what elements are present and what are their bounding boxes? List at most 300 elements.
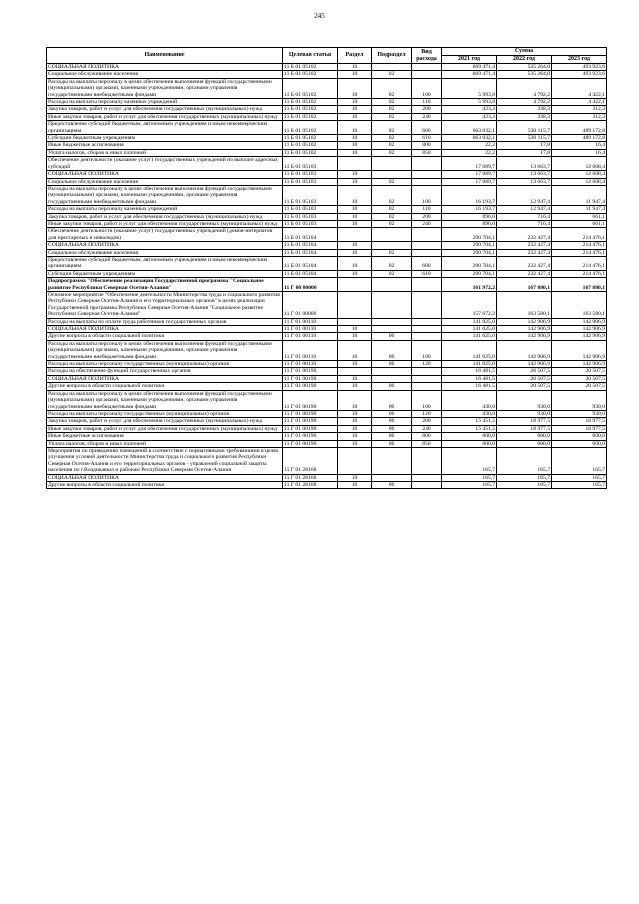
code-cell: 11 Б 01 05103 [283, 157, 338, 171]
sum-2023-cell: 20 507,5 [552, 375, 607, 382]
section-cell: 10 [338, 333, 372, 340]
sum-2023-cell: 163 580,1 [552, 292, 607, 319]
sum-2022-cell: 13 663,7 [497, 171, 552, 178]
name-cell: Иные закупки товаров, работ и услуг для обеспечения государственных (муниципальных) нужд [47, 425, 283, 432]
sum-2023-cell: 20 507,5 [552, 368, 607, 375]
subsection-cell: 02 [372, 121, 412, 135]
code-cell: 11 Б 01 05102 [283, 121, 338, 135]
expense-type-cell: 800 [412, 142, 442, 149]
table-body [47, 64, 607, 489]
subsection-cell: 02 [372, 185, 412, 205]
table-row [47, 433, 607, 440]
expense-type-cell: 200 [412, 213, 442, 220]
name-cell: Субсидии бюджетным учреждениям [47, 270, 283, 277]
sum-2023-cell: 165,7 [552, 481, 607, 488]
sum-2022-cell: 4 792,2 [497, 78, 552, 98]
section-cell [338, 278, 372, 292]
name-cell: Подпрограмма "Обеспечение реализации Государственной программы "Социальное развитие Республики Северная Осетия-Алания" [47, 278, 283, 292]
code-cell: 11 Г 01 00190 [283, 425, 338, 432]
sum-2022-cell: 142 906,9 [497, 340, 552, 360]
sum-2021-cell: 16 193,7 [442, 206, 497, 213]
name-cell: Иные закупки товаров, работ и услуг для обеспечения государственных (муниципальных) нужд [47, 113, 283, 120]
code-cell: 11 Г 01 00190 [283, 375, 338, 382]
sum-2021-cell: 290 704,1 [442, 228, 497, 242]
name-cell: Расходы на выплаты персоналу государственных (муниципальных) органов [47, 410, 283, 417]
table-row [47, 410, 607, 417]
name-cell: СОЦИАЛЬНАЯ ПОЛИТИКА [47, 474, 283, 481]
sum-2023-cell: 214 476,1 [552, 249, 607, 256]
sum-2023-cell: 493 923,6 [552, 64, 607, 71]
name-cell: Уплата налогов, сборов и иных платежей [47, 149, 283, 156]
subsection-cell: 02 [372, 256, 412, 270]
section-cell: 10 [338, 121, 372, 135]
table-row [47, 368, 607, 375]
sum-2023-cell: 489 172,8 [552, 121, 607, 135]
page-number: 245 [314, 12, 325, 20]
sum-2021-cell: 22,2 [442, 142, 497, 149]
code-cell: 11 Г 01 00190 [283, 383, 338, 390]
section-cell: 10 [338, 78, 372, 98]
expense-type-cell: 200 [412, 106, 442, 113]
name-cell: Закупка товаров, работ и услуг для обеспечения государственных (муниципальных) нужд [47, 418, 283, 425]
code-cell: 11 Б 01 05102 [283, 78, 338, 98]
code-cell: 11 Б 01 05104 [283, 270, 338, 277]
section-cell [338, 318, 372, 325]
sum-2023-cell: 214 476,1 [552, 256, 607, 270]
name-cell: Предоставление субсидий бюджетным, автономным учреждениям и иным некоммерческим организациям [47, 256, 283, 270]
section-cell: 10 [338, 106, 372, 113]
table-row [47, 113, 607, 120]
sum-2023-cell: 142 906,9 [552, 361, 607, 368]
expense-type-cell: 800 [412, 433, 442, 440]
sum-2021-cell: 290 704,1 [442, 249, 497, 256]
table-row [47, 178, 607, 185]
subsection-cell: 02 [372, 99, 412, 106]
sum-2023-cell: 312,3 [552, 113, 607, 120]
code-cell: 11 Г 01 28168 [283, 447, 338, 474]
table-row [47, 106, 607, 113]
expense-type-cell [412, 318, 442, 325]
sum-2023-cell: 493 923,6 [552, 71, 607, 78]
subsection-cell: 02 [372, 149, 412, 156]
sum-2022-cell: 716,4 [497, 220, 552, 227]
expense-type-cell: 850 [412, 149, 442, 156]
section-cell: 10 [338, 64, 372, 71]
sum-2023-cell: 214 476,1 [552, 228, 607, 242]
sum-2022-cell: 13 663,7 [497, 157, 552, 171]
section-cell: 10 [338, 249, 372, 256]
section-cell [338, 228, 372, 242]
table-row [47, 278, 607, 292]
expense-type-cell [412, 333, 442, 340]
subsection-cell: 06 [372, 418, 412, 425]
sum-2022-cell: 535 264,0 [497, 64, 552, 71]
subsection-cell: 06 [372, 440, 412, 447]
subsection-cell [372, 447, 412, 474]
name-cell: Расходы на выплаты персоналу казенных учреждений [47, 206, 283, 213]
sum-2022-cell: 163 580,1 [497, 292, 552, 319]
name-cell: Основное мероприятие "Обеспечение деятельности Министерства труда и социального развития Республики Северная Осетия-Алания и его территориальных органов" в целях реализации Государственной программы Республики Северная Осетия-Алания "Социальное развитие Республики Северная Осетия-Алания" [47, 292, 283, 319]
code-cell: 11 Б 01 05102 [283, 135, 338, 142]
table-row [47, 157, 607, 171]
subsection-cell: 02 [372, 135, 412, 142]
expense-type-cell [412, 474, 442, 481]
sum-2022-cell: 530 115,7 [497, 135, 552, 142]
sum-2022-cell: 232 427,4 [497, 256, 552, 270]
code-cell: 11 Б 01 05102 [283, 106, 338, 113]
code-cell: 11 Г 01 00190 [283, 368, 338, 375]
subsection-cell: 02 [372, 71, 412, 78]
sum-2021-cell: 663 032,1 [442, 135, 497, 142]
sum-2021-cell: 17 089,7 [442, 178, 497, 185]
expense-type-cell: 100 [412, 390, 442, 410]
sum-2022-cell: 600,0 [497, 433, 552, 440]
table-row [47, 292, 607, 319]
sum-2023-cell: 214 476,1 [552, 270, 607, 277]
table-row [47, 171, 607, 178]
expense-type-cell [412, 242, 442, 249]
code-cell: 11 Б 01 05103 [283, 171, 338, 178]
sum-2021-cell: 17 089,7 [442, 157, 497, 171]
table-row [47, 481, 607, 488]
table-row [47, 64, 607, 71]
expense-type-cell: 240 [412, 220, 442, 227]
section-cell: 10 [338, 390, 372, 410]
sum-2023-cell: 16,4 [552, 149, 607, 156]
section-cell: 10 [338, 99, 372, 106]
code-cell: 11 Б 01 05103 [283, 206, 338, 213]
name-cell: Предоставление субсидий бюджетным, автономным учреждениям и иным некоммерческим организациям [47, 121, 283, 135]
sum-2023-cell: 600,0 [552, 433, 607, 440]
sum-2023-cell: 661,1 [552, 220, 607, 227]
sum-2021-cell: 16 481,5 [442, 375, 497, 382]
subsection-cell [372, 326, 412, 333]
code-cell: 11 Г 01 00190 [283, 440, 338, 447]
expense-type-cell: 100 [412, 340, 442, 360]
expense-type-cell [412, 383, 442, 390]
code-cell: 11 Б 01 05104 [283, 242, 338, 249]
name-cell: Расходы на выплаты персоналу в целях обеспечения выполнения функций государственными (муниципальными) органами, казенными учреждениями, органами управления государственными внебюджетными фондами [47, 185, 283, 205]
sum-2022-cell: 12 947,4 [497, 206, 552, 213]
section-cell: 10 [338, 149, 372, 156]
table-row [47, 390, 607, 410]
subsection-cell: 02 [372, 220, 412, 227]
sum-2022-cell: 232 427,4 [497, 249, 552, 256]
sum-2023-cell: 142 906,9 [552, 340, 607, 360]
name-cell: Расходы на выплаты персоналу государственных (муниципальных) органов [47, 361, 283, 368]
name-cell: Другие вопросы в области социальной политики [47, 481, 283, 488]
subsection-cell: 02 [372, 206, 412, 213]
subsection-cell [372, 64, 412, 71]
expense-type-cell: 120 [412, 410, 442, 417]
subsection-cell: 06 [372, 361, 412, 368]
table-row [47, 361, 607, 368]
section-cell [338, 157, 372, 171]
sum-2022-cell: 165,7 [497, 447, 552, 474]
sum-2021-cell: 17 089,7 [442, 171, 497, 178]
section-cell: 10 [338, 113, 372, 120]
sum-2023-cell: 18 977,5 [552, 418, 607, 425]
name-cell: Социальное обслуживание населения [47, 178, 283, 185]
sum-2022-cell: 12 947,4 [497, 185, 552, 205]
section-cell: 10 [338, 326, 372, 333]
name-cell: СОЦИАЛЬНАЯ ПОЛИТИКА [47, 171, 283, 178]
code-cell: 11 Б 01 05102 [283, 71, 338, 78]
sum-2022-cell: 930,0 [497, 390, 552, 410]
section-cell: 10 [338, 383, 372, 390]
header-sum: Сумма [442, 48, 607, 56]
sum-2022-cell: 716,4 [497, 213, 552, 220]
expense-type-cell [412, 278, 442, 292]
expense-type-cell [412, 447, 442, 474]
table-row [47, 206, 607, 213]
name-cell: Закупка товаров, работ и услуг для обеспечения государственных (муниципальных) нужд [47, 213, 283, 220]
code-cell: 11 Г 01 00110 [283, 361, 338, 368]
sum-2021-cell: 290 704,1 [442, 256, 497, 270]
subsection-cell: 06 [372, 410, 412, 417]
name-cell: Закупка товаров, работ и услуг для обеспечения государственных (муниципальных) нужд [47, 106, 283, 113]
name-cell: Уплата налогов, сборов и иных платежей [47, 440, 283, 447]
expense-type-cell [412, 249, 442, 256]
section-cell: 10 [338, 242, 372, 249]
sum-2021-cell: 15 451,5 [442, 425, 497, 432]
table-row [47, 425, 607, 432]
sum-2023-cell: 214 476,1 [552, 242, 607, 249]
sum-2022-cell: 338,3 [497, 113, 552, 120]
expense-type-cell [412, 326, 442, 333]
code-cell: 11 Г 01 00110 [283, 326, 338, 333]
section-cell: 10 [338, 171, 372, 178]
section-cell: 10 [338, 474, 372, 481]
sum-2022-cell: 17,8 [497, 142, 552, 149]
sum-2021-cell: 157 672,2 [442, 292, 497, 319]
table-row [47, 333, 607, 340]
sum-2021-cell: 22,2 [442, 149, 497, 156]
code-cell: 11 Г 01 00000 [283, 292, 338, 319]
expense-type-cell: 240 [412, 425, 442, 432]
table-row [47, 185, 607, 205]
table-row [47, 142, 607, 149]
subsection-cell: 06 [372, 383, 412, 390]
sum-2022-cell: 17,8 [497, 149, 552, 156]
sum-2022-cell: 142 906,9 [497, 326, 552, 333]
name-cell: Иные закупки товаров, работ и услуг для обеспечения государственных (муниципальных) нужд [47, 220, 283, 227]
expense-type-cell [412, 292, 442, 319]
name-cell: Расходы на выплаты персоналу в целях обеспечения выполнения функций государственными (муниципальными) органами, казенными учреждениями, органами управления государственными внебюджетными фондами [47, 78, 283, 98]
sum-2023-cell: 142 906,9 [552, 318, 607, 325]
code-cell: 11 Г 01 00190 [283, 418, 338, 425]
sum-2023-cell: 20 507,5 [552, 383, 607, 390]
table-row [47, 149, 607, 156]
sum-2023-cell: 11 947,4 [552, 206, 607, 213]
subsection-cell: 02 [372, 213, 412, 220]
header-2022: 2022 год [497, 56, 552, 64]
sum-2022-cell: 20 507,5 [497, 368, 552, 375]
expense-type-cell [412, 375, 442, 382]
table-row [47, 375, 607, 382]
expense-type-cell [412, 228, 442, 242]
table-row [47, 228, 607, 242]
table-row [47, 220, 607, 227]
header-subsection: Подраздел [372, 48, 412, 64]
name-cell: Расходы на выплаты персоналу в целях обеспечения выполнения функций государственными (муниципальными) органами, казенными учреждениями, органами управления государственными внебюджетными фондами [47, 340, 283, 360]
sum-2022-cell: 18 977,5 [497, 418, 552, 425]
sum-2022-cell: 600,0 [497, 440, 552, 447]
sum-2021-cell: 141 025,0 [442, 318, 497, 325]
code-cell: 11 Б 01 05102 [283, 149, 338, 156]
section-cell [338, 447, 372, 474]
section-cell: 10 [338, 71, 372, 78]
expense-type-cell: 110 [412, 206, 442, 213]
header-section: Раздел [338, 48, 372, 64]
section-cell: 10 [338, 178, 372, 185]
sum-2021-cell: 165,7 [442, 447, 497, 474]
table-row [47, 78, 607, 98]
section-cell: 10 [338, 418, 372, 425]
code-cell: 11 Б 01 05102 [283, 99, 338, 106]
sum-2022-cell: 20 507,5 [497, 383, 552, 390]
expense-type-cell: 240 [412, 113, 442, 120]
table-row [47, 121, 607, 135]
header-expense-type: Вид расхода [412, 48, 442, 64]
expense-type-cell [412, 178, 442, 185]
sum-2021-cell: 161 972,2 [442, 278, 497, 292]
sum-2021-cell: 423,3 [442, 113, 497, 120]
expense-type-cell: 200 [412, 418, 442, 425]
subsection-cell [372, 318, 412, 325]
sum-2021-cell: 16 481,5 [442, 383, 497, 390]
code-cell: 11 Г 00 00000 [283, 278, 338, 292]
subsection-cell [372, 368, 412, 375]
subsection-cell [372, 278, 412, 292]
subsection-cell [372, 157, 412, 171]
table-row [47, 242, 607, 249]
expense-type-cell: 600 [412, 121, 442, 135]
name-cell: Обеспечение деятельности (оказание услуг) государственных учреждений по выплате адресных субсидий [47, 157, 283, 171]
section-cell: 10 [338, 206, 372, 213]
sum-2021-cell: 141 025,0 [442, 361, 497, 368]
sum-2021-cell: 669 471,4 [442, 64, 497, 71]
expense-type-cell: 120 [412, 361, 442, 368]
sum-2022-cell: 142 906,9 [497, 318, 552, 325]
subsection-cell [372, 375, 412, 382]
sum-2022-cell: 165,7 [497, 481, 552, 488]
section-cell: 10 [338, 481, 372, 488]
header-2023: 2023 год [552, 56, 607, 64]
name-cell: Социальное обслуживание населения [47, 71, 283, 78]
sum-2021-cell: 15 451,5 [442, 418, 497, 425]
subsection-cell: 02 [372, 106, 412, 113]
table-row [47, 135, 607, 142]
sum-2022-cell: 232 427,4 [497, 228, 552, 242]
name-cell: Расходы на выплаты персоналу в целях обеспечения выполнения функций государственными (муниципальными) органами, казенными учреждениями, органами управления государственными внебюджетными фондами [47, 390, 283, 410]
expense-type-cell [412, 368, 442, 375]
name-cell: СОЦИАЛЬНАЯ ПОЛИТИКА [47, 242, 283, 249]
name-cell: Социальное обслуживание населения [47, 249, 283, 256]
section-cell: 10 [338, 185, 372, 205]
subsection-cell: 02 [372, 270, 412, 277]
sum-2023-cell: 167 880,1 [552, 278, 607, 292]
section-cell [338, 292, 372, 319]
section-cell: 10 [338, 340, 372, 360]
table-row [47, 71, 607, 78]
subsection-cell: 02 [372, 249, 412, 256]
sum-2023-cell: 12 608,4 [552, 157, 607, 171]
sum-2021-cell: 600,0 [442, 433, 497, 440]
table-row [47, 447, 607, 474]
sum-2021-cell: 430,0 [442, 390, 497, 410]
sum-2022-cell: 13 663,7 [497, 178, 552, 185]
code-cell: 11 Г 01 00110 [283, 333, 338, 340]
expense-type-cell [412, 71, 442, 78]
subsection-cell: 02 [372, 78, 412, 98]
code-cell: 11 Б 01 05102 [283, 142, 338, 149]
sum-2021-cell: 165,7 [442, 474, 497, 481]
sum-2022-cell: 20 507,5 [497, 375, 552, 382]
sum-2021-cell: 663 032,1 [442, 121, 497, 135]
sum-2021-cell: 430,0 [442, 410, 497, 417]
code-cell: 11 Г 01 28168 [283, 474, 338, 481]
name-cell: СОЦИАЛЬНАЯ ПОЛИТИКА [47, 326, 283, 333]
section-cell: 10 [338, 440, 372, 447]
sum-2021-cell: 141 025,0 [442, 333, 497, 340]
expense-type-cell: 610 [412, 270, 442, 277]
expense-type-cell [412, 171, 442, 178]
table-row [47, 213, 607, 220]
sum-2022-cell: 535 264,0 [497, 71, 552, 78]
sum-2022-cell: 530 115,7 [497, 121, 552, 135]
code-cell: 11 Г 01 00110 [283, 340, 338, 360]
section-cell: 10 [338, 135, 372, 142]
code-cell: 11 Б 01 05104 [283, 249, 338, 256]
sum-2021-cell: 165,7 [442, 481, 497, 488]
sum-2021-cell: 16 481,5 [442, 368, 497, 375]
expense-type-cell [412, 481, 442, 488]
subsection-cell: 06 [372, 390, 412, 410]
table-row [47, 383, 607, 390]
subsection-cell [372, 292, 412, 319]
name-cell: Иные бюджетные ассигнования [47, 142, 283, 149]
sum-2023-cell: 4 422,1 [552, 78, 607, 98]
subsection-cell: 06 [372, 425, 412, 432]
sum-2023-cell: 930,0 [552, 410, 607, 417]
sum-2021-cell: 896,0 [442, 213, 497, 220]
sum-2021-cell: 141 025,0 [442, 326, 497, 333]
subsection-cell: 06 [372, 340, 412, 360]
section-cell: 10 [338, 425, 372, 432]
sum-2021-cell: 290 704,1 [442, 270, 497, 277]
sum-2023-cell: 930,0 [552, 390, 607, 410]
table-row [47, 270, 607, 277]
expense-type-cell: 610 [412, 135, 442, 142]
expense-type-cell: 100 [412, 78, 442, 98]
section-cell: 10 [338, 375, 372, 382]
code-cell: 11 Г 01 00190 [283, 390, 338, 410]
sum-2022-cell: 142 906,9 [497, 361, 552, 368]
sum-2023-cell: 16,4 [552, 142, 607, 149]
sum-2021-cell: 5 993,8 [442, 99, 497, 106]
table-row [47, 440, 607, 447]
sum-2023-cell: 11 947,4 [552, 185, 607, 205]
sum-2023-cell: 142 906,9 [552, 333, 607, 340]
section-cell: 10 [338, 361, 372, 368]
subsection-cell: 06 [372, 481, 412, 488]
sum-2022-cell: 142 906,9 [497, 333, 552, 340]
sum-2023-cell: 12 608,4 [552, 171, 607, 178]
expense-type-cell: 850 [412, 440, 442, 447]
table-row [47, 418, 607, 425]
sum-2021-cell: 141 025,0 [442, 340, 497, 360]
